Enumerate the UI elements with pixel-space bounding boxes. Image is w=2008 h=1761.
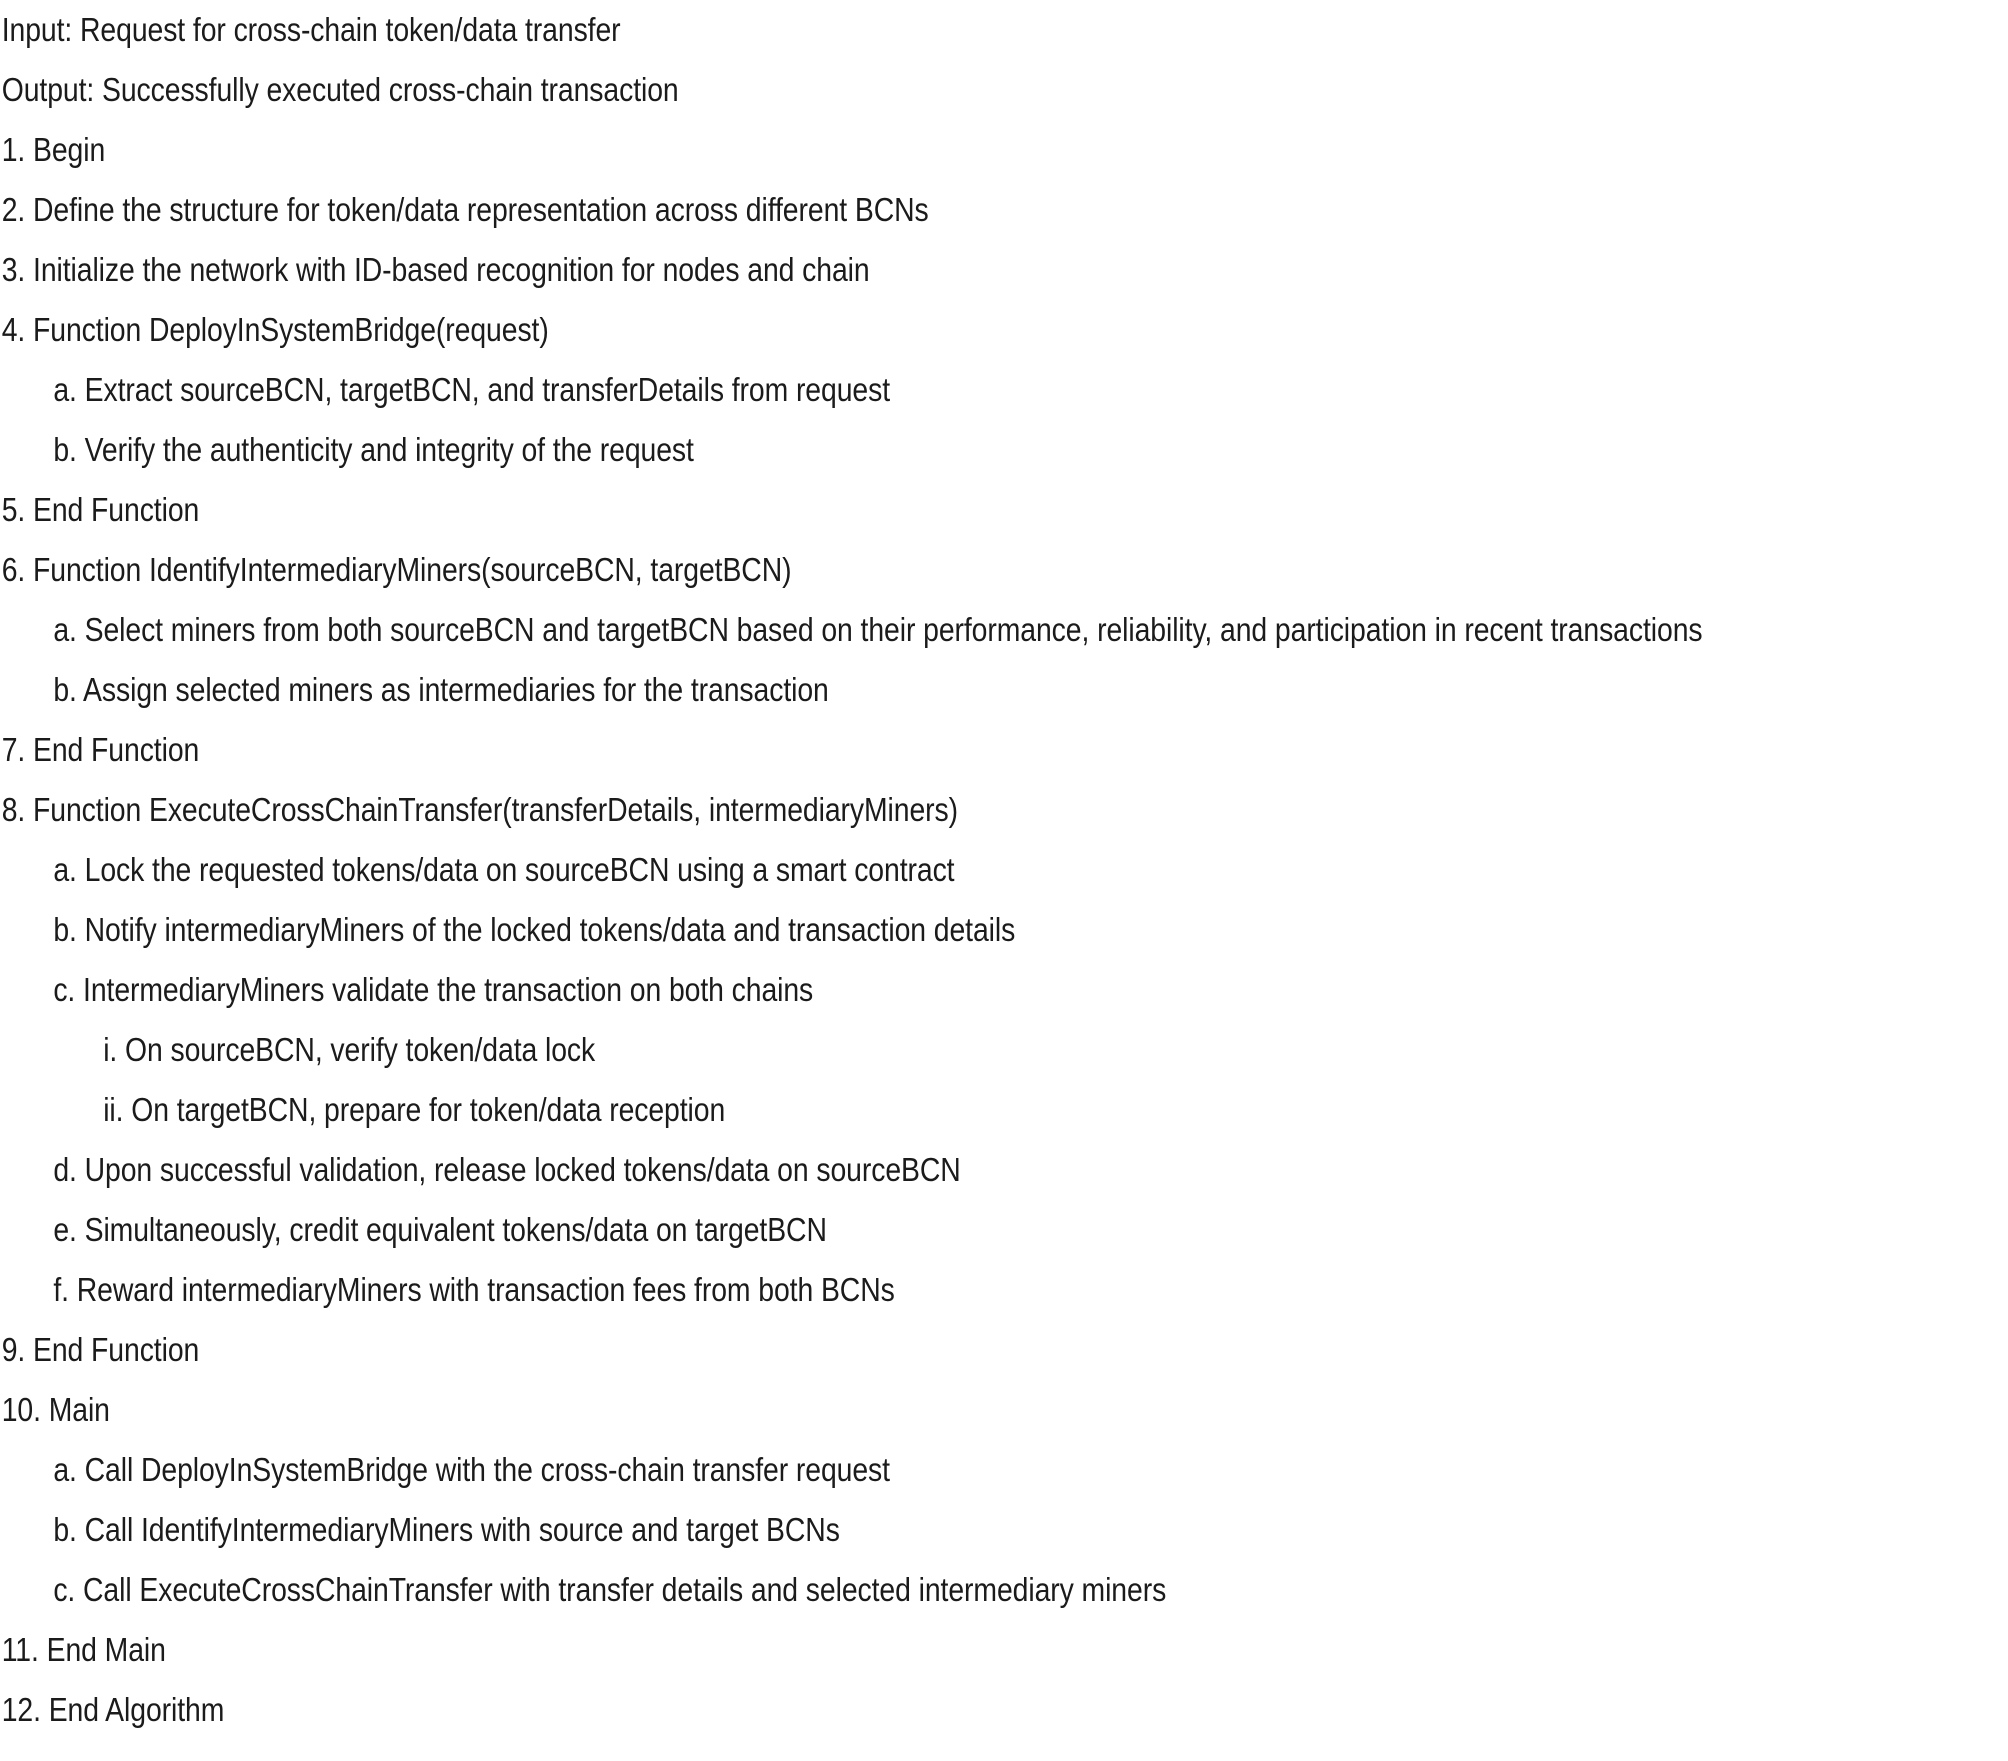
- algorithm-line: d. Upon successful validation, release locked tokens/data on sourceBCN: [53, 1151, 961, 1188]
- algorithm-line: b. Assign selected miners as intermediaries for the transaction: [53, 671, 829, 708]
- algorithm-line: c. Call ExecuteCrossChainTransfer with transfer details and selected intermediary miners: [53, 1571, 1167, 1608]
- algorithm-line: i. On sourceBCN, verify token/data lock: [103, 1031, 596, 1068]
- algorithm-line: c. IntermediaryMiners validate the transaction on both chains: [53, 971, 814, 1008]
- algorithm-line: 9. End Function: [1, 1331, 200, 1368]
- algorithm-line: 7. End Function: [1, 731, 200, 768]
- algorithm-line: Input: Request for cross-chain token/data transfer: [1, 11, 621, 48]
- algorithm-line: 1. Begin: [1, 131, 106, 168]
- algorithm-line: a. Lock the requested tokens/data on sourceBCN using a smart contract: [53, 851, 955, 888]
- algorithm-line: 10. Main: [1, 1391, 110, 1428]
- algorithm-line: f. Reward intermediaryMiners with transaction fees from both BCNs: [53, 1271, 895, 1308]
- algorithm-line: 2. Define the structure for token/data representation across different BCNs: [1, 191, 929, 228]
- algorithm-line: a. Extract sourceBCN, targetBCN, and transferDetails from request: [53, 371, 891, 408]
- algorithm-line: e. Simultaneously, credit equivalent tokens/data on targetBCN: [53, 1211, 827, 1248]
- algorithm-line: 12. End Algorithm: [1, 1691, 225, 1728]
- algorithm-line: ii. On targetBCN, prepare for token/data reception: [103, 1091, 726, 1128]
- algorithm-line: b. Notify intermediaryMiners of the locked tokens/data and transaction details: [53, 911, 1016, 948]
- algorithm-line: b. Call IdentifyIntermediaryMiners with source and target BCNs: [53, 1511, 840, 1548]
- algorithm-line: b. Verify the authenticity and integrity of the request: [53, 431, 694, 468]
- algorithm-line: 8. Function ExecuteCrossChainTransfer(transferDetails, intermediaryMiners): [1, 791, 958, 828]
- algorithm-line: 11. End Main: [1, 1631, 166, 1668]
- algorithm-line: 3. Initialize the network with ID-based recognition for nodes and chain: [1, 251, 870, 288]
- algorithm-line: 5. End Function: [1, 491, 200, 528]
- algorithm-line: a. Select miners from both sourceBCN and targetBCN based on their performance, reliability, and participation in recent transactions: [53, 611, 1703, 648]
- algorithm-line: Output: Successfully executed cross-chain transaction: [1, 71, 679, 108]
- algorithm-line: 6. Function IdentifyIntermediaryMiners(sourceBCN, targetBCN): [1, 551, 792, 588]
- algorithm-line: 4. Function DeployInSystemBridge(request): [1, 311, 549, 348]
- algorithm-line: a. Call DeployInSystemBridge with the cross-chain transfer request: [53, 1451, 890, 1488]
